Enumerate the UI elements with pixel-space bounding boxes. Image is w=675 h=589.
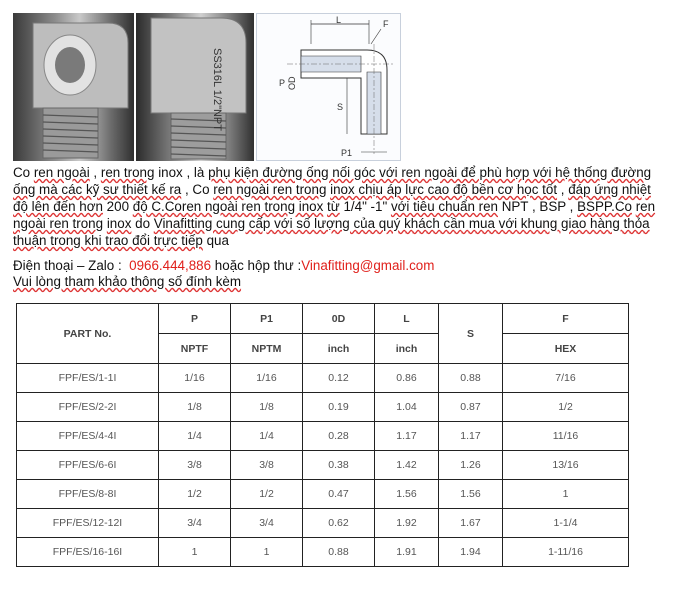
table-cell: 7/16	[503, 364, 629, 393]
description-segment: 1/4" -1"	[339, 199, 391, 214]
phone-label: Điện thoại – Zalo :	[13, 258, 122, 273]
table-cell: FPF/ES/4-4I	[17, 422, 159, 451]
attachment-note: Vui lòng tham khảo thông số đính kèm	[13, 274, 242, 289]
technical-drawing	[256, 13, 401, 161]
table-cell: 1/2	[159, 480, 231, 509]
table-row	[17, 422, 629, 451]
table-cell: 0.88	[303, 538, 375, 567]
unit-f: HEX	[503, 334, 629, 364]
unit-od: inch	[303, 334, 375, 364]
table-cell: 1.56	[375, 480, 439, 509]
table-cell: FPF/ES/16-16I	[17, 538, 159, 567]
table-cell: 1.94	[439, 538, 503, 567]
elbow-photo-side	[136, 13, 254, 161]
label-S: S	[337, 102, 344, 112]
table-row	[17, 480, 629, 509]
col-p1: P1	[231, 304, 303, 334]
unit-p1: NPTM	[231, 334, 303, 364]
table-cell: 3/8	[231, 451, 303, 480]
description-segment: độ C.Coren ngoài ren trong inox	[132, 199, 324, 214]
table-cell: 1/4	[159, 422, 231, 451]
product-description	[13, 164, 663, 249]
description-segment: Co	[13, 165, 34, 180]
description-segment: Vinafitting cung cấp với số lượng của quý khách cần mua với khung giao hàng thỏa thuận trong khi trao đổi trực tiếp	[13, 216, 650, 248]
table-cell: FPF/ES/2-2I	[17, 393, 159, 422]
table-cell: 1/16	[231, 364, 303, 393]
elbow-fitting-illustration	[136, 13, 254, 161]
label-OD: OD	[287, 76, 297, 90]
description-segment: ren trong	[100, 165, 155, 180]
table-row	[17, 538, 629, 567]
table-cell: 0.88	[439, 364, 503, 393]
email-link[interactable]: Vinafitting@gmail.com	[301, 258, 435, 273]
description-segment: 200	[102, 199, 133, 214]
description-segment: inox , là	[154, 165, 209, 180]
col-od: 0D	[303, 304, 375, 334]
description-segment: , Co	[181, 182, 214, 197]
table-cell: 0.62	[303, 509, 375, 538]
spec-table	[16, 303, 629, 567]
col-s: S	[439, 304, 503, 364]
table-cell: 1	[231, 538, 303, 567]
description-segment: NPT , BSP ,	[497, 199, 578, 214]
col-f: F	[503, 304, 629, 334]
table-cell: FPF/ES/6-6I	[17, 451, 159, 480]
description-segment: đáp ứng nhiệt độ lên đến hơn	[13, 182, 651, 214]
description-segment: ren ngoài ren trong	[13, 199, 656, 231]
table-cell: 1.67	[439, 509, 503, 538]
table-cell: 1	[503, 480, 629, 509]
label-L: L	[336, 15, 342, 25]
table-row	[17, 364, 629, 393]
col-p: P	[159, 304, 231, 334]
unit-l: inch	[375, 334, 439, 364]
contact-info	[13, 258, 434, 290]
table-cell: 1-1/4	[503, 509, 629, 538]
description-segment: ,	[89, 165, 101, 180]
description-segment: từ	[327, 199, 340, 214]
table-cell: 1.92	[375, 509, 439, 538]
table-cell: FPF/ES/12-12I	[17, 509, 159, 538]
table-cell: FPF/ES/1-1I	[17, 364, 159, 393]
description-segment: ren ngoài	[33, 165, 90, 180]
label-F: F	[383, 19, 389, 29]
table-cell: 0.28	[303, 422, 375, 451]
engraving-text: SS316L 1/2"NPT	[211, 48, 223, 131]
unit-p: NPTF	[159, 334, 231, 364]
product-images	[13, 13, 401, 161]
table-cell: 11/16	[503, 422, 629, 451]
table-cell: 1/2	[503, 393, 629, 422]
label-P1: P1	[341, 148, 353, 158]
description-segment: inox chịu áp lực cao độ bền cơ học tốt	[330, 182, 558, 197]
table-cell: 3/4	[159, 509, 231, 538]
table-cell: 0.38	[303, 451, 375, 480]
description-segment: BSPP.Co	[577, 199, 632, 214]
label-P: P	[279, 78, 286, 88]
email-prefix: hoặc hộp thư :	[214, 258, 302, 273]
table-row	[17, 393, 629, 422]
description-segment: ren ngoài ren trong	[213, 182, 327, 197]
table-cell: 1/8	[159, 393, 231, 422]
table-cell: 0.19	[303, 393, 375, 422]
description-segment: với tiêu chuẩn ren	[390, 199, 498, 214]
table-cell: 3/8	[159, 451, 231, 480]
table-cell: 0.86	[375, 364, 439, 393]
table-cell: 0.87	[439, 393, 503, 422]
description-segment: ,	[557, 182, 569, 197]
table-cell: 1.17	[375, 422, 439, 451]
elbow-fitting-illustration	[13, 13, 134, 161]
table-cell: 1/16	[159, 364, 231, 393]
description-segment: qua	[202, 233, 229, 248]
table-cell: 13/16	[503, 451, 629, 480]
table-cell: 1/8	[231, 393, 303, 422]
table-cell: 0.12	[303, 364, 375, 393]
table-cell: 1.04	[375, 393, 439, 422]
description-segment: phụ kiện đường ống nối góc với ren ngoài để phù hợp với hệ thống đường ống mà các kỹ sư thiết kế ra	[13, 165, 652, 197]
col-part-no: PART No.	[17, 304, 159, 364]
table-cell: 1.17	[439, 422, 503, 451]
description-segment: inox	[106, 216, 132, 231]
table-cell: 1.26	[439, 451, 503, 480]
table-cell: 1	[159, 538, 231, 567]
table-cell: FPF/ES/8-8I	[17, 480, 159, 509]
table-cell: 1-11/16	[503, 538, 629, 567]
table-cell: 1/2	[231, 480, 303, 509]
col-l: L	[375, 304, 439, 334]
phone-number[interactable]: 0966.444,886	[129, 258, 212, 273]
table-cell: 0.47	[303, 480, 375, 509]
elbow-photo-front	[13, 13, 134, 161]
table-cell: 1.56	[439, 480, 503, 509]
table-cell: 1.42	[375, 451, 439, 480]
table-row	[17, 451, 629, 480]
table-cell: 1/4	[231, 422, 303, 451]
description-segment: do	[131, 216, 154, 231]
table-cell: 1.91	[375, 538, 439, 567]
table-row	[17, 509, 629, 538]
table-cell: 3/4	[231, 509, 303, 538]
